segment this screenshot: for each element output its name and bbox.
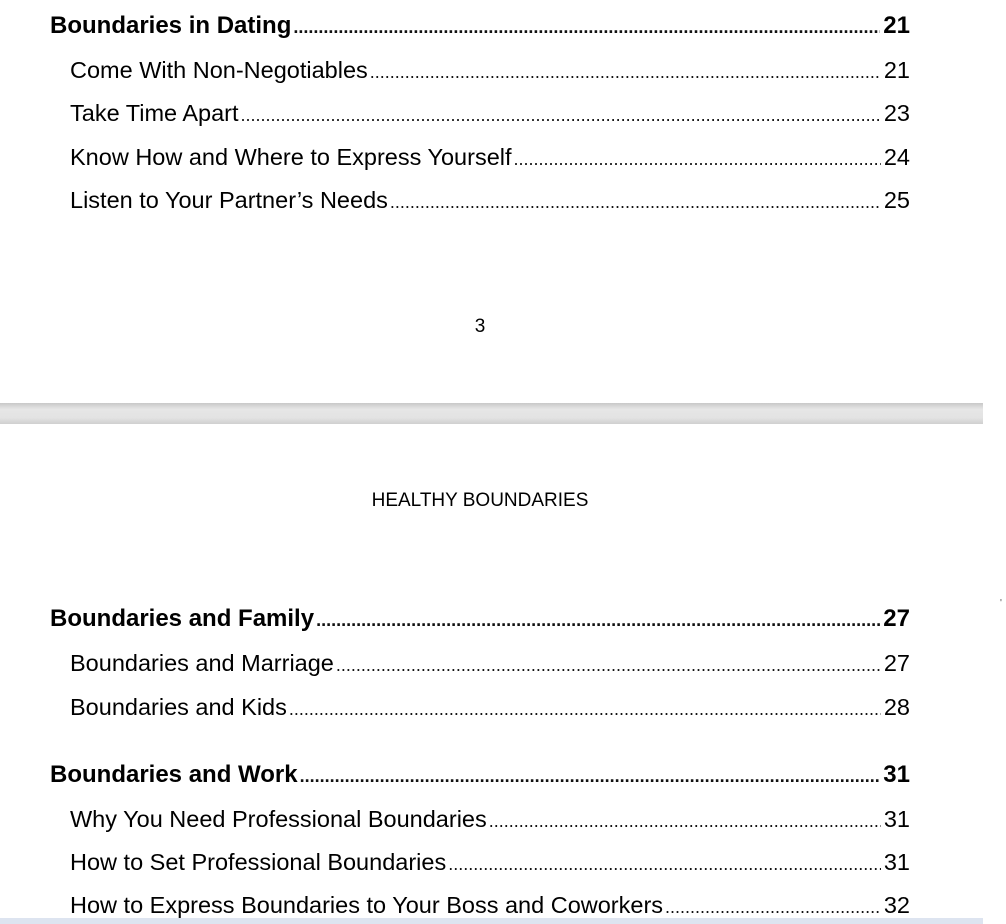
- toc-entry-title: How to Express Boundaries to Your Boss and Coworkers: [70, 892, 664, 918]
- toc-entry-page: 32: [883, 892, 910, 918]
- toc-entry-page: 24: [883, 144, 910, 170]
- dot-leader: [390, 192, 881, 213]
- dot-leader: [514, 149, 881, 170]
- dot-leader: [448, 854, 881, 875]
- toc-entry-title: How to Set Professional Boundaries: [70, 849, 447, 875]
- dot-leader: [293, 17, 880, 38]
- toc-entry-title: Boundaries in Dating: [50, 12, 292, 39]
- toc-entry-boundaries-and-kids[interactable]: [70, 694, 910, 724]
- toc-entry-page: 27: [883, 605, 910, 632]
- toc-entry-page: 21: [883, 57, 910, 83]
- page-number: 3: [474, 316, 486, 337]
- toc-entry-page: 27: [883, 650, 910, 676]
- dot-leader: [336, 655, 881, 676]
- margin-mark: ': [1000, 598, 1002, 609]
- dot-leader: [489, 811, 881, 832]
- dot-leader: [370, 62, 881, 83]
- dot-leader: [289, 699, 881, 720]
- toc-entry-page: 31: [883, 849, 910, 875]
- toc-entry-title: Take Time Apart: [70, 100, 239, 126]
- toc-entry-page: 21: [883, 12, 910, 39]
- toc-entry-title: Why You Need Professional Boundaries: [70, 806, 487, 832]
- toc-entry-title: Know How and Where to Express Yourself: [70, 144, 512, 170]
- toc-entry-page: 28: [883, 694, 910, 720]
- toc-entry-page: 25: [883, 187, 910, 213]
- toc-entry-how-to-set-professional[interactable]: [70, 849, 910, 879]
- dot-leader: [241, 105, 881, 126]
- toc-entry-boundaries-in-dating[interactable]: [50, 12, 910, 42]
- toc-entry-come-with-non-negotiables[interactable]: [70, 57, 910, 87]
- dot-leader: [316, 610, 880, 631]
- toc-entry-title: Listen to Your Partner’s Needs: [70, 187, 388, 213]
- viewer-bottom-edge: [0, 918, 983, 924]
- toc-entry-boundaries-and-marriage[interactable]: [70, 650, 910, 680]
- toc-entry-title: Boundaries and Kids: [70, 694, 287, 720]
- toc-entry-page: 23: [883, 100, 910, 126]
- running-header: HEALTHY BOUNDARIES: [371, 490, 589, 511]
- toc-entry-title: Boundaries and Marriage: [70, 650, 334, 676]
- toc-entry-boundaries-and-family[interactable]: [50, 605, 910, 635]
- toc-entry-boundaries-and-work[interactable]: [50, 761, 910, 791]
- dot-leader: [665, 897, 881, 918]
- toc-entry-know-how-and-where[interactable]: [70, 144, 910, 174]
- toc-entry-listen-to-partner[interactable]: [70, 187, 910, 217]
- toc-entry-page: 31: [883, 761, 910, 788]
- toc-entry-title: Boundaries and Family: [50, 605, 315, 632]
- page-separator: [0, 403, 983, 424]
- toc-entry-take-time-apart[interactable]: [70, 100, 910, 130]
- toc-entry-page: 31: [883, 806, 910, 832]
- toc-entry-title: Come With Non-Negotiables: [70, 57, 368, 83]
- toc-entry-why-professional-boundaries[interactable]: [70, 806, 910, 836]
- dot-leader: [300, 766, 881, 787]
- toc-entry-title: Boundaries and Work: [50, 761, 298, 788]
